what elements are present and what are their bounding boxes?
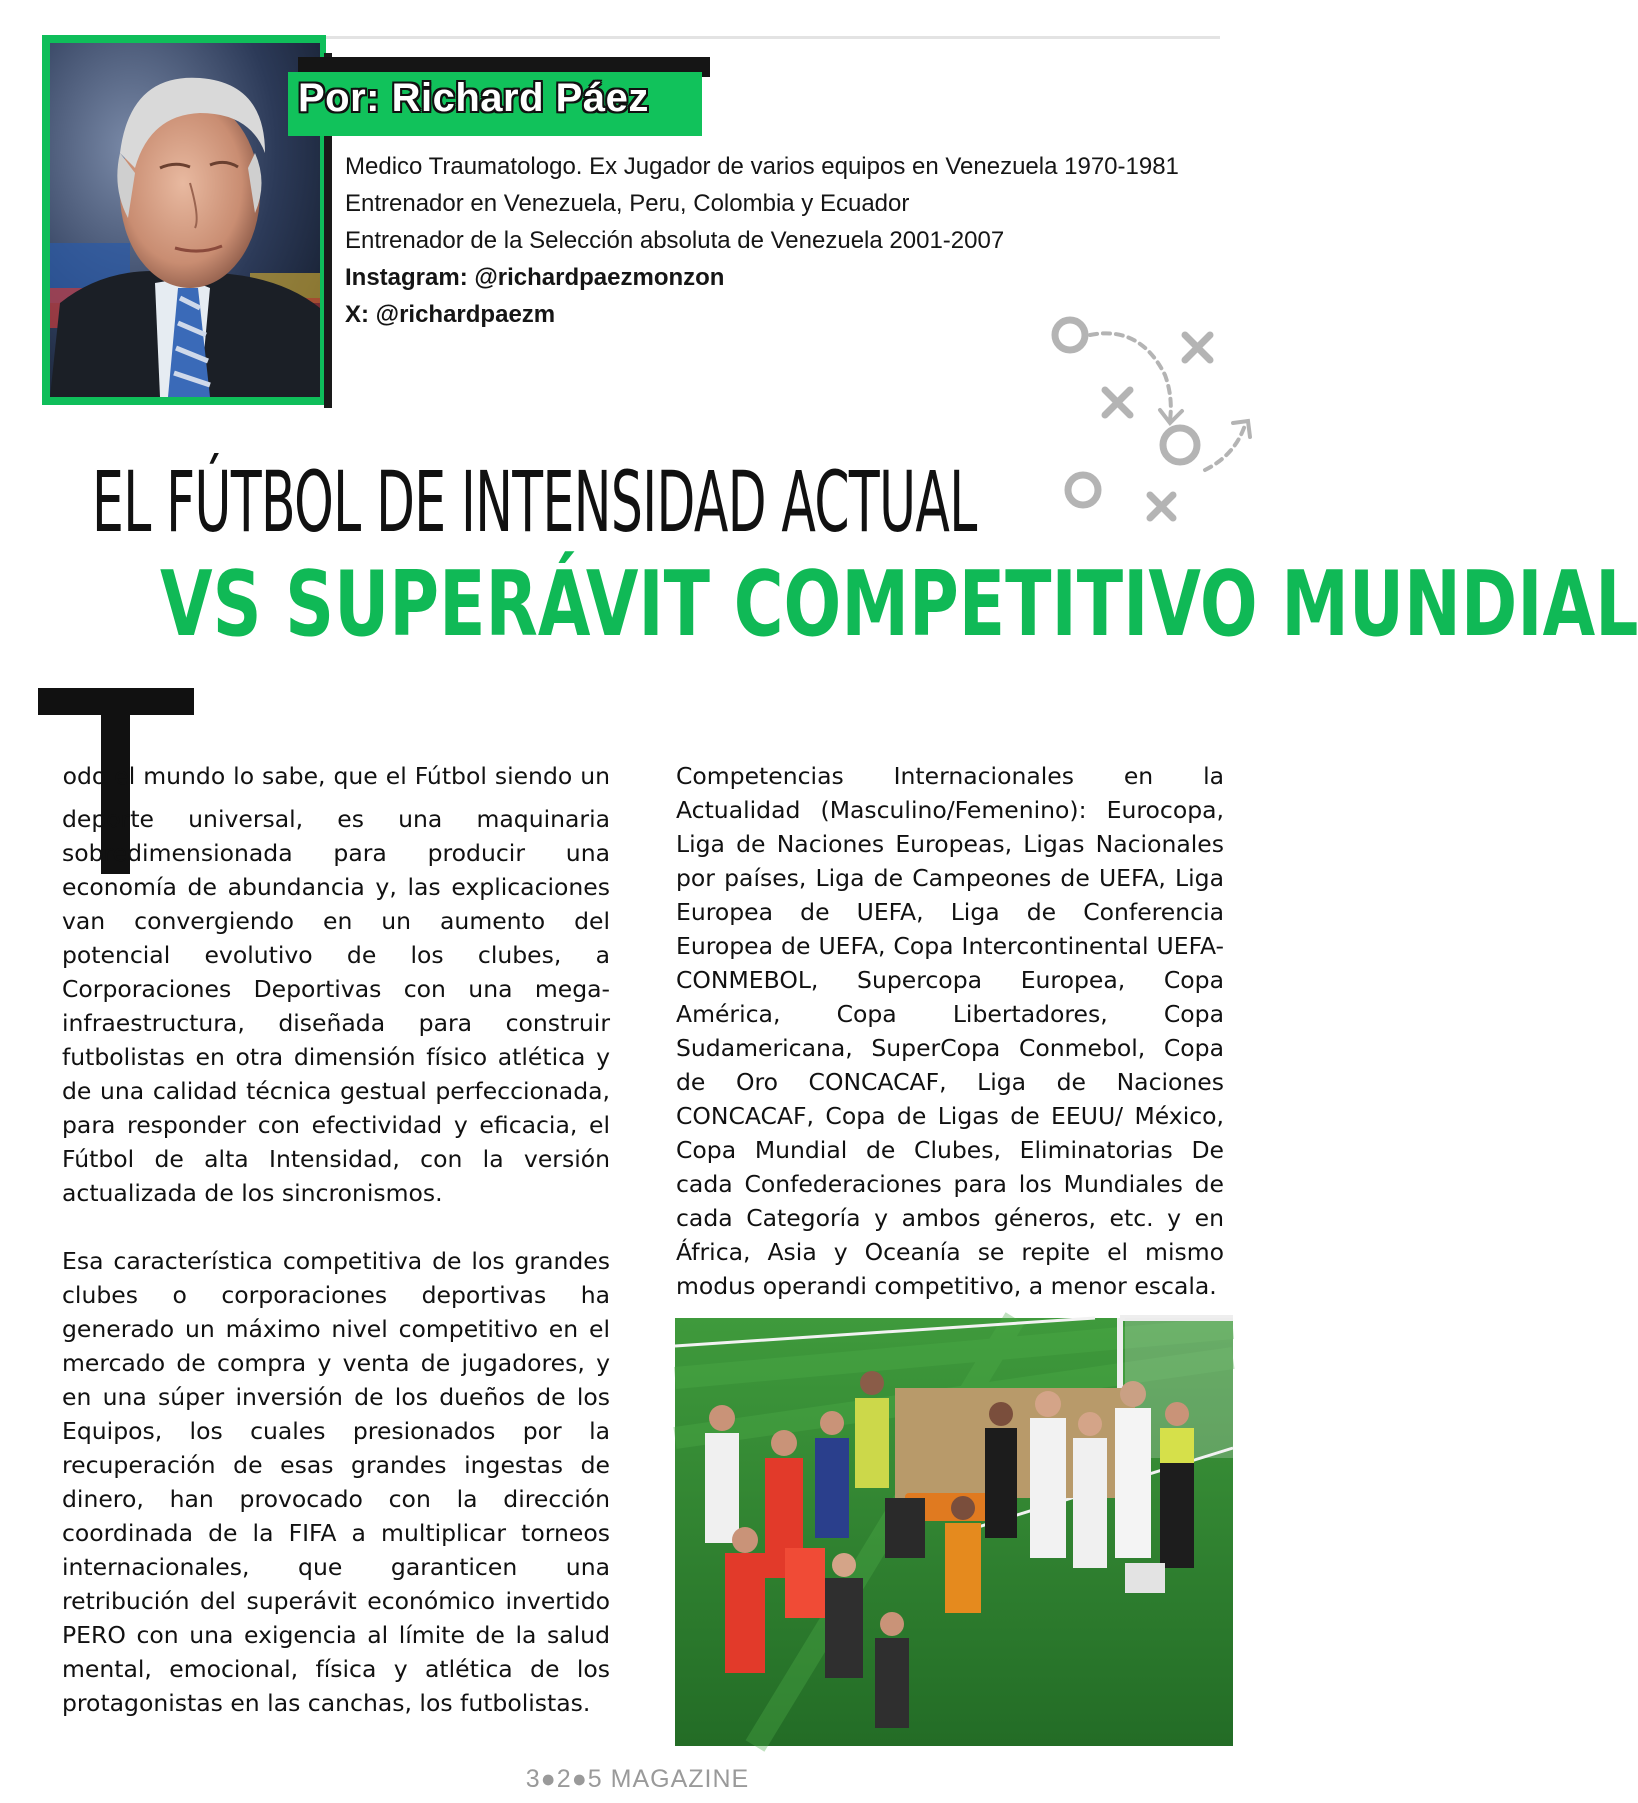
headline-line-1: EL FÚTBOL DE INTENSIDAD ACTUAL bbox=[92, 453, 977, 551]
byline-text: Por: Richard Páez bbox=[298, 76, 649, 120]
match-photo bbox=[675, 1318, 1233, 1746]
article-column-right bbox=[676, 759, 1224, 1303]
article-paragraph-1-text: odo el mundo lo sabe, que el Fútbol siendo un deporte universal, es una maquinaria sobredimensionada para producir una economía de abundancia y, las explicaciones van convergiendo en un aumento del potencial evolutivo de los clubes, a Corporaciones Deportivas con una mega-infraestructura, diseñada para construir futbolistas en otra dimensión físico atlética y de una calidad técnica gestual perfeccionada, para responder con efectividad y eficacia, el Fútbol de alta Intensidad, con la versión actualizada de los sincronismos. bbox=[62, 762, 610, 1207]
bio-line: Entrenador de la Selección absoluta de Venezuela 2001-2007 bbox=[345, 227, 1005, 254]
article-paragraph-1 bbox=[62, 759, 610, 1210]
author-photo-frame bbox=[42, 35, 326, 405]
article-column-left bbox=[62, 759, 610, 1720]
footer-magazine-name: 3●2●5 MAGAZINE bbox=[525, 1765, 750, 1793]
headline-line-2: VS SUPERÁVIT COMPETITIVO MUNDIAL bbox=[160, 552, 1638, 657]
tactics-diagram-icon bbox=[1045, 305, 1260, 530]
byline-tag bbox=[288, 72, 702, 136]
instagram-handle: Instagram: @richardpaezmonzon bbox=[345, 264, 725, 291]
author-photo bbox=[50, 43, 320, 397]
bio-line: Medico Traumatologo. Ex Jugador de varios equipos en Venezuela 1970-1981 bbox=[345, 153, 1179, 180]
top-rule bbox=[300, 36, 1220, 39]
x-handle: X: @richardpaezm bbox=[345, 301, 556, 328]
article-paragraph-3: Competencias Internacionales en la Actualidad (Masculino/Femenino): Eurocopa, Liga de Naciones Europeas, Ligas Nacionales por países, Liga de Campeones de UEFA, Liga Europea de UEFA, Liga de Conferencia Europea de UEFA, Copa Intercontinental UEFA- CONMEBOL, Supercopa Europea, Copa América, Copa Libertadores, Copa Sudamericana, SuperCopa Conmebol, Copa de Oro CONCACAF, Liga de Naciones CONCACAF, Copa de Ligas de EEUU/ México, Copa Mundial de Clubes, Eliminatorias De cada Confederaciones para los Mundiales de cada Categoría y ambos géneros, etc. y en África, Asia y Oceanía se repite el mismo modus operandi competitivo, a menor escala. bbox=[676, 762, 1224, 1300]
bio-line: Entrenador en Venezuela, Peru, Colombia y Ecuador bbox=[345, 190, 910, 217]
article-paragraph-2: Esa característica competitiva de los grandes clubes o corporaciones deportivas ha generado un máximo nivel competitivo en el mercado de compra y venta de jugadores, y en una súper inversión de los dueños de los Equipos, los cuales presionados por la recuperación de esas grandes ingestas de dinero, han provocado con la dirección coordinada de la FIFA a multiplicar torneos internacionales, que garanticen una retribución del superávit económico invertido PERO con una exigencia al límite de la salud mental, emocional, física y atlética de los protagonistas en las canchas, los futbolistas. bbox=[62, 1247, 610, 1717]
